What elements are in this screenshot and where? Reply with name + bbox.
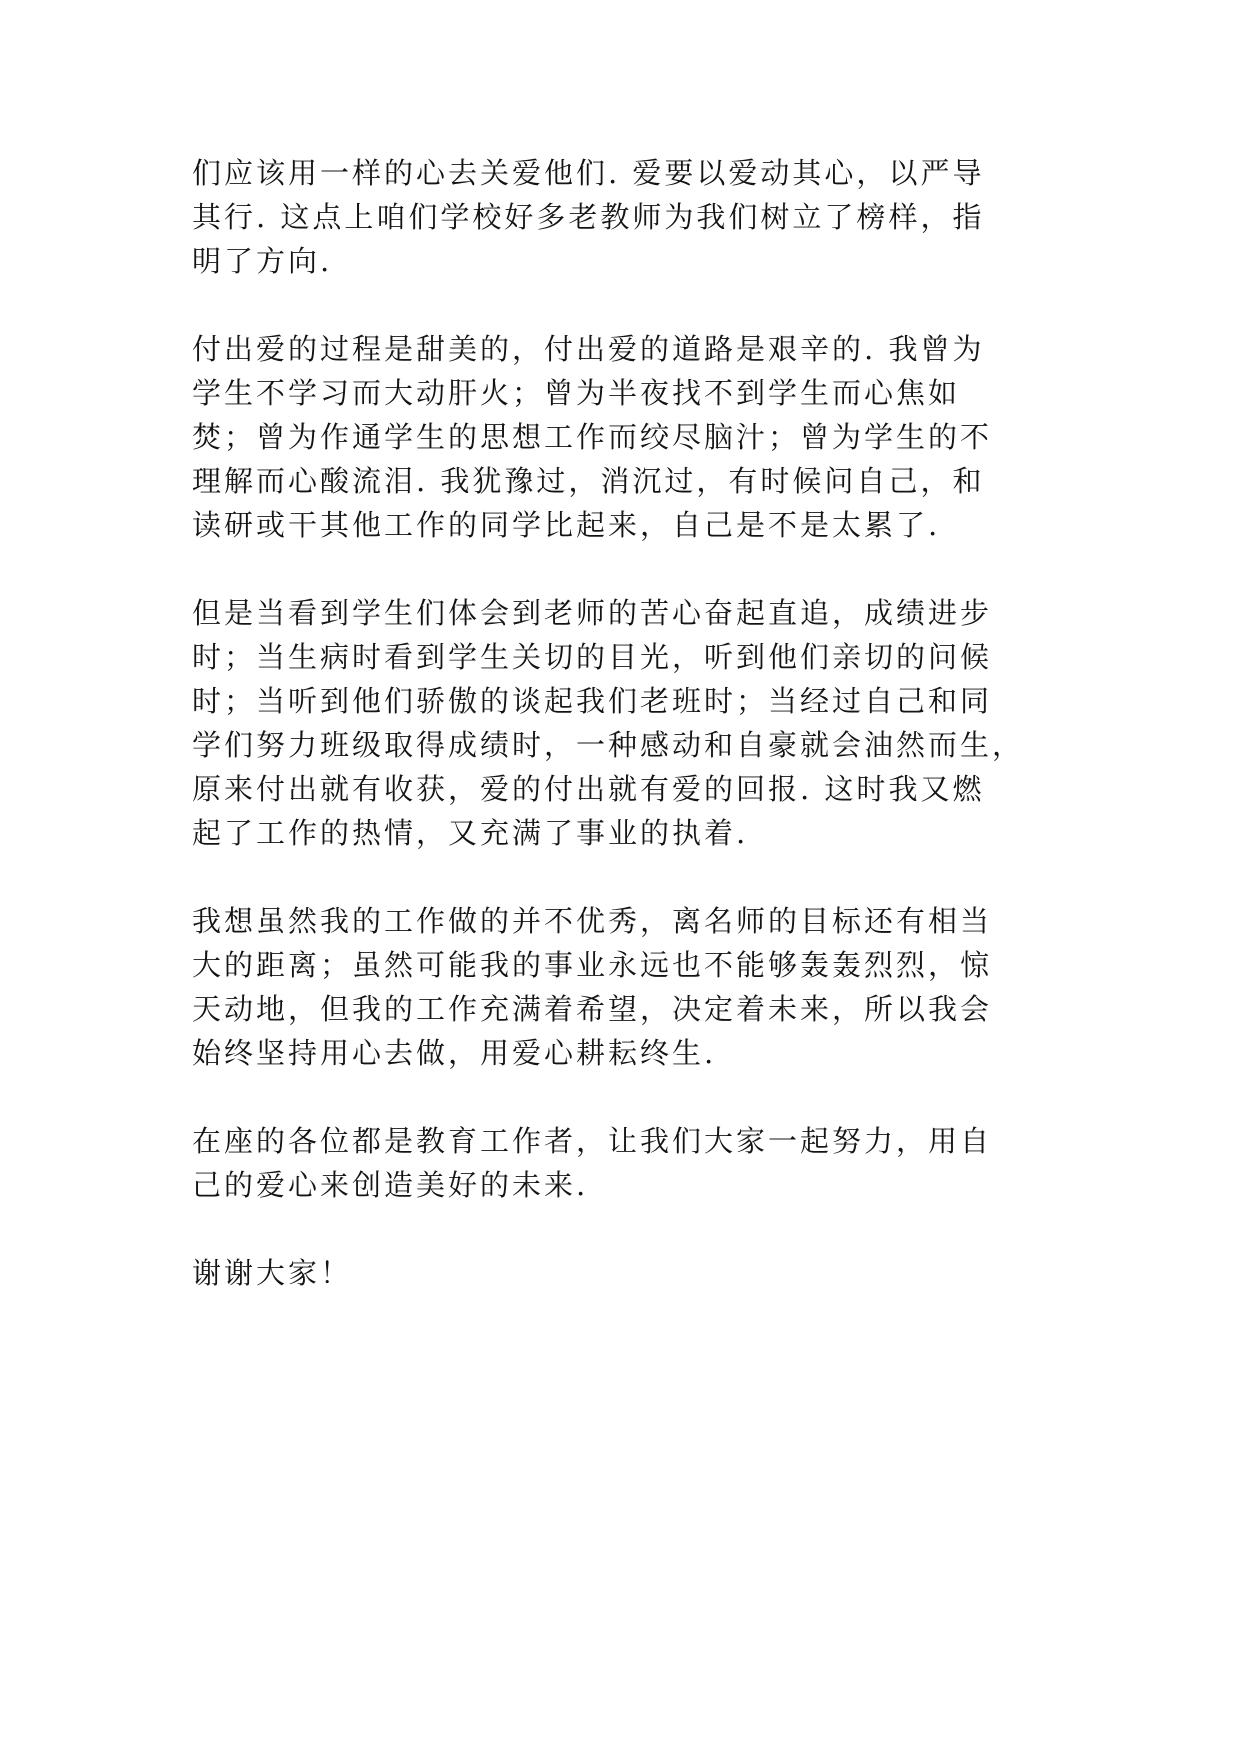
- paragraph-2: [192, 327, 1052, 547]
- text-line: 读研或干其他工作的同学比起来，自己是不是太累了.: [192, 508, 941, 542]
- text-line: 大的距离；虽然可能我的事业永远也不能够轰轰烈烈，惊: [192, 948, 993, 982]
- paragraph-5: [192, 1119, 1052, 1207]
- text-line: 明了方向.: [192, 244, 333, 278]
- paragraph-3: [192, 591, 1052, 855]
- text-line: 谢谢大家！: [192, 1256, 353, 1290]
- text-line: 学生不学习而大动肝火；曾为半夜找不到学生而心焦如: [192, 376, 961, 410]
- text-line: 在座的各位都是教育工作者，让我们大家一起努力，用自: [192, 1124, 993, 1158]
- text-line: 焚；曾为作通学生的思想工作而绞尽脑汁；曾为学生的不: [192, 420, 993, 454]
- text-line: 始终坚持用心去做，用爱心耕耘终生.: [192, 1036, 717, 1070]
- document-body: [192, 151, 1052, 1339]
- text-line: 己的爱心来创造美好的未来.: [192, 1168, 589, 1202]
- text-line: 其行. 这点上咱们学校好多老教师为我们树立了榜样，指: [192, 200, 985, 234]
- text-line: 我想虽然我的工作做的并不优秀，离名师的目标还有相当: [192, 904, 993, 938]
- text-line: 学们努力班级取得成绩时，一种感动和自豪就会油然而生，: [192, 728, 1025, 762]
- text-line: 起了工作的热情，又充满了事业的执着.: [192, 816, 749, 850]
- text-line: 时；当生病时看到学生关切的目光，听到他们亲切的问候: [192, 640, 993, 674]
- text-line: 天动地，但我的工作充满着希望，决定着未来，所以我会: [192, 992, 993, 1026]
- paragraph-1: [192, 151, 1052, 283]
- paragraph-closing: [192, 1251, 1052, 1295]
- text-line: 时；当听到他们骄傲的谈起我们老班时；当经过自己和同: [192, 684, 993, 718]
- text-line: 付出爱的过程是甜美的，付出爱的道路是艰辛的. 我曾为: [192, 332, 985, 366]
- paragraph-4: [192, 899, 1052, 1075]
- text-line: 原来付出就有收获，爱的付出就有爱的回报. 这时我又燃: [192, 772, 985, 806]
- text-line: 们应该用一样的心去关爱他们. 爱要以爱动其心，以严导: [192, 156, 985, 190]
- text-line: 但是当看到学生们体会到老师的苦心奋起直追，成绩进步: [192, 596, 993, 630]
- text-line: 理解而心酸流泪. 我犹豫过，消沉过，有时候问自己，和: [192, 464, 985, 498]
